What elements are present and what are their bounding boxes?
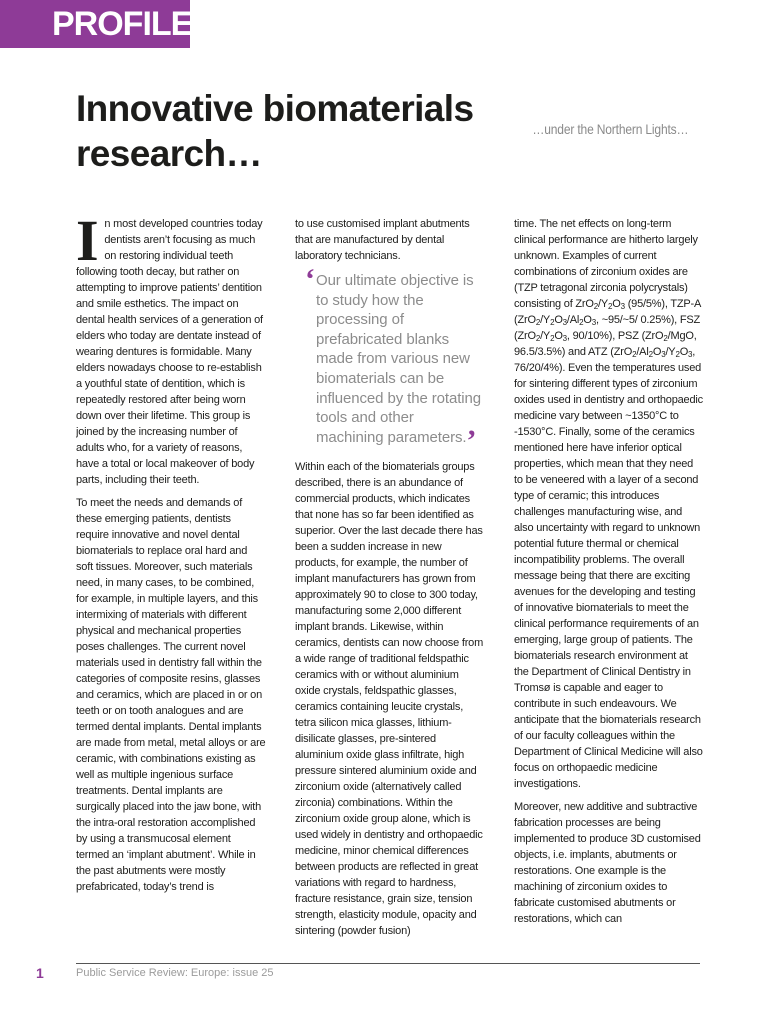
open-quote-icon: ‘	[305, 263, 315, 296]
drop-cap: I	[76, 216, 99, 273]
paragraph: In most developed countries today dentists aren’t focusing as much on restoring individual teeth following tooth decay, but rather on attempting to improve patients’ dentition and smile esthetics. The impact on dental health services of a generation of elders who today are dentate instead of wearing dentures is formidable. Many elders nowadays choose to re-establish a youthful state of dentition, which is repeatedly restored after being worn down over their lifetime. This group is joined by the increasing number of adults who, for a variety of reasons, have a total or local makeover of body parts, including their teeth.	[76, 216, 263, 486]
paragraph: Within each of the biomaterials groups described, there is an abundance of commercial products, which indicates that none has so far been identified as superior. Over the last decade there has been a sudden increase in new products, for example, the number of implant manufacturers has grown from approximately 90 to close to 300 today, manufacturing some 2,000 different implant brands. Likewise, within ceramics, dentists can now choose from a wide range of traditional feldspathic ceramics with or without aluminium oxide crystals, feldspathic glasses, ceramics containing leucite crystals, tetra silicon mica glasses, lithium-disilicate glasses, pre-sintered aluminium oxide glass infiltrate, high pressure sintered aluminium oxide and zirconium oxide (alternatively called zirconia) combinations. Within the zirconium oxide group alone, which is used widely in dentistry and orthopaedic medicine, minor chemical differences between products are reflected in great variations with regard to hardness, fracture resistance, grain size, tension strength, elasticity module, opacity and sintering (powder fusion)	[295, 461, 484, 938]
paragraph: time. The net effects on long-term clinical performance are hitherto largely unknown. Examples of current combinations of zirconium oxides are (TZP tetragonal zirconia polycrystals) consisting of $ZrO_2/Y_2O_3$ (95/5%), TZP-A ($ZrO_2/Y_2O_3/Al_2O_3$, ~95/~5/ 0.25%), FSZ ($ZrO_2/Y_2O_3$, 90/10%), PSZ (ZrO$_2$/MgO, 96.5/3.5%) and ATZ ($ZrO_2/Al_2O_3/Y_2O_3$, 76/20/4%). Even the temperatures used for sintering different types of zirconium oxides used in dentistry and orthopaedic medicine vary between ~1350°C to -1530°C. Finally, some of the ceramics mentioned here have inferior optical properties, which mean that they need to be veneered with a layer of a second type of ceramic; this introduces challenges manufacturing wise, and also uncertainty with regard to unknown potential future thermal or chemical incompatibility problems. The overall message being that there are exciting avenues for the developing and testing of innovative biomaterials to meet the clinical performance requirements of an emerging, large group of patients. The biomaterials research environment at the Department of Clinical Dentistry in Tromsø is capable and eager to contribute in such endeavours. We anticipate that the biomaterials research of our faculty colleagues within the Department of Clinical Medicine will also focus on orthopaedic medicine investigations.	[514, 218, 703, 790]
article-subtitle: …under the Northern Lights…	[532, 121, 688, 137]
article-title: Innovative biomaterials research…	[76, 88, 474, 174]
close-quote-icon: ’	[466, 423, 477, 457]
footer-publication: Public Service Review: Europe: issue 25	[76, 967, 274, 979]
text-column-3	[514, 216, 704, 956]
pull-quote-text: Our ultimate objective is to study how the processing of prefabricated blanks made from various new biomaterials can be influenced by the rotating tools and other machining parameters.	[316, 272, 482, 446]
paragraph: to use customised implant abutments that are manufactured by dental laboratory technicians.	[295, 218, 470, 262]
footer-divider	[76, 963, 700, 964]
pull-quote	[305, 263, 485, 457]
page-number: 1	[36, 965, 44, 981]
section-tag: PROFILE	[0, 0, 190, 48]
text-column-1	[76, 216, 266, 956]
text-column-2	[295, 216, 485, 956]
paragraph: To meet the needs and demands of these emerging patients, dentists require innovative and novel dental biomaterials to replace oral hard and soft tissues. Moreover, such materials need, in many cases, to be combined, for example, in multiple layers, and this intermixing of materials with different physical and mechanical properties poses challenges. The current novel materials used in dentistry fall within the categories of composite resins, glasses and ceramics, which are placed in or on teeth or on tooth analogues and are termed dental implants. Dental implants are made from metal, metal alloys or are ceramic, with combinations existing as well as multiple ingenious surface treatments. Dental implants are surgically placed into the jaw bone, with the intra-oral restoration accomplished by using a transmucosal element termed an ‘implant abutment’. While in the past abutments were mostly prefabricated, today’s trend is	[76, 497, 266, 893]
paragraph: Moreover, new additive and subtractive fabrication processes are being implemented to produce 3D customised objects, i.e. implants, abutments or restorations. One example is the machining of zirconium oxides to fabricate customised abutments or restorations, which can	[514, 801, 701, 925]
